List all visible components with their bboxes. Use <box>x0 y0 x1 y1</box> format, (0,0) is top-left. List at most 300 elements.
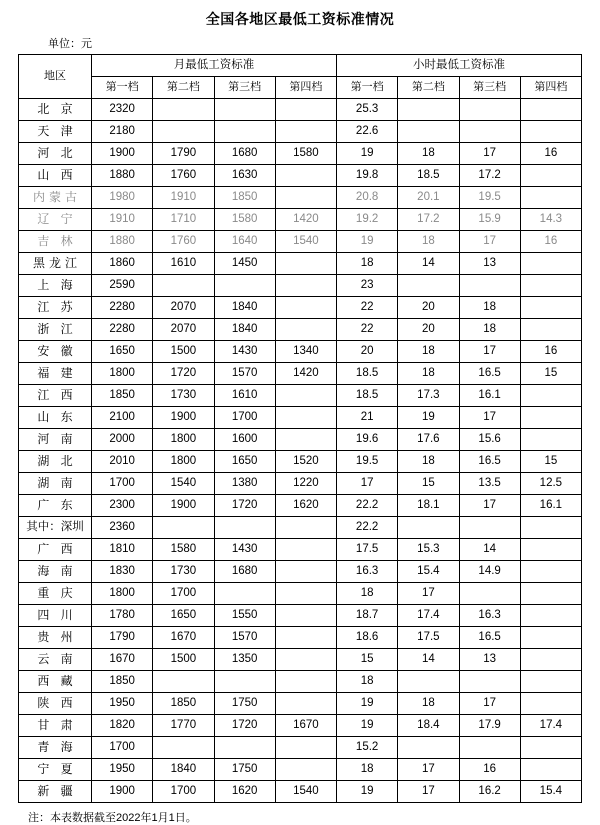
monthly-wage-cell: 1450 <box>214 253 275 275</box>
hourly-wage-cell: 17 <box>459 693 520 715</box>
monthly-wage-cell: 1700 <box>92 737 153 759</box>
hourly-wage-cell: 13 <box>459 253 520 275</box>
hourly-wage-cell: 16.3 <box>337 561 398 583</box>
table-row <box>19 671 582 693</box>
monthly-wage-cell: 1550 <box>214 605 275 627</box>
monthly-wage-cell: 1820 <box>92 715 153 737</box>
region-cell: 吉 林 <box>19 231 92 253</box>
hourly-wage-cell: 17 <box>459 341 520 363</box>
hourly-wage-cell: 16 <box>520 143 581 165</box>
hourly-wage-cell: 19 <box>337 143 398 165</box>
page-title: 全国各地区最低工资标准情况 <box>205 11 395 27</box>
monthly-wage-cell: 1650 <box>214 451 275 473</box>
hourly-wage-cell <box>398 121 459 143</box>
hourly-wage-cell: 14 <box>398 253 459 275</box>
region-cell: 山 东 <box>19 407 92 429</box>
hourly-wage-cell: 15 <box>337 649 398 671</box>
monthly-wage-cell: 1650 <box>153 605 214 627</box>
header-hourly-tier-3: 第三档 <box>459 77 520 99</box>
monthly-wage-cell: 1580 <box>153 539 214 561</box>
hourly-wage-cell <box>459 99 520 121</box>
monthly-wage-cell: 1780 <box>92 605 153 627</box>
monthly-wage-cell: 1680 <box>214 143 275 165</box>
hourly-wage-cell: 16.5 <box>459 627 520 649</box>
monthly-wage-cell: 1750 <box>214 759 275 781</box>
hourly-wage-cell <box>398 737 459 759</box>
monthly-wage-cell: 1540 <box>275 781 336 803</box>
monthly-wage-cell: 1700 <box>153 583 214 605</box>
monthly-wage-cell <box>153 737 214 759</box>
monthly-wage-cell: 1430 <box>214 341 275 363</box>
hourly-wage-cell: 16 <box>459 759 520 781</box>
hourly-wage-cell <box>520 517 581 539</box>
hourly-wage-cell: 15.9 <box>459 209 520 231</box>
hourly-wage-cell: 19.8 <box>337 165 398 187</box>
region-cell: 湖 北 <box>19 451 92 473</box>
hourly-wage-cell: 17.4 <box>520 715 581 737</box>
hourly-wage-cell: 18.5 <box>337 363 398 385</box>
region-cell: 福 建 <box>19 363 92 385</box>
monthly-wage-cell: 2100 <box>92 407 153 429</box>
hourly-wage-cell <box>520 539 581 561</box>
hourly-wage-cell: 16.5 <box>459 363 520 385</box>
hourly-wage-cell: 17 <box>459 231 520 253</box>
hourly-wage-cell: 16.1 <box>520 495 581 517</box>
hourly-wage-cell: 19.5 <box>337 451 398 473</box>
table-note: 注：本表数据截至2022年1月1日。 <box>28 812 197 824</box>
header-group-hourly: 小时最低工资标准 <box>337 55 582 77</box>
hourly-wage-cell: 19 <box>398 407 459 429</box>
hourly-wage-cell <box>520 407 581 429</box>
monthly-wage-cell: 1700 <box>214 407 275 429</box>
monthly-wage-cell <box>275 605 336 627</box>
table-row <box>19 319 582 341</box>
hourly-wage-cell: 12.5 <box>520 473 581 495</box>
monthly-wage-cell: 1850 <box>92 385 153 407</box>
monthly-wage-cell: 1800 <box>92 363 153 385</box>
monthly-wage-cell: 1850 <box>92 671 153 693</box>
table-row <box>19 231 582 253</box>
monthly-wage-cell <box>214 121 275 143</box>
monthly-wage-cell: 1810 <box>92 539 153 561</box>
hourly-wage-cell <box>520 759 581 781</box>
hourly-wage-cell <box>398 671 459 693</box>
hourly-wage-cell: 15 <box>398 473 459 495</box>
hourly-wage-cell: 20.1 <box>398 187 459 209</box>
monthly-wage-cell: 1420 <box>275 363 336 385</box>
table-row <box>19 429 582 451</box>
table-row <box>19 121 582 143</box>
table-row <box>19 407 582 429</box>
hourly-wage-cell <box>398 99 459 121</box>
monthly-wage-cell: 2300 <box>92 495 153 517</box>
hourly-wage-cell: 15 <box>520 451 581 473</box>
hourly-wage-cell <box>520 275 581 297</box>
monthly-wage-cell <box>275 319 336 341</box>
monthly-wage-cell <box>153 121 214 143</box>
monthly-wage-cell: 1900 <box>153 495 214 517</box>
hourly-wage-cell <box>520 253 581 275</box>
hourly-wage-cell <box>398 275 459 297</box>
region-cell: 重 庆 <box>19 583 92 605</box>
hourly-wage-cell: 19 <box>337 231 398 253</box>
monthly-wage-cell: 1760 <box>153 231 214 253</box>
table-row <box>19 165 582 187</box>
monthly-wage-cell <box>214 275 275 297</box>
hourly-wage-cell: 14 <box>398 649 459 671</box>
hourly-wage-cell: 16.5 <box>459 451 520 473</box>
hourly-wage-cell: 17.2 <box>398 209 459 231</box>
table-row <box>19 363 582 385</box>
monthly-wage-cell: 2010 <box>92 451 153 473</box>
monthly-wage-cell: 1720 <box>153 363 214 385</box>
document-page <box>0 9 600 824</box>
monthly-wage-cell: 1580 <box>214 209 275 231</box>
monthly-wage-cell <box>275 583 336 605</box>
hourly-wage-cell: 25.3 <box>337 99 398 121</box>
region-cell: 江 西 <box>19 385 92 407</box>
monthly-wage-cell: 1750 <box>214 693 275 715</box>
table-row <box>19 781 582 803</box>
hourly-wage-cell <box>520 561 581 583</box>
table-row <box>19 297 582 319</box>
monthly-wage-cell <box>275 517 336 539</box>
region-cell: 陕 西 <box>19 693 92 715</box>
monthly-wage-cell: 1520 <box>275 451 336 473</box>
hourly-wage-cell: 19 <box>337 715 398 737</box>
hourly-wage-cell: 18 <box>337 671 398 693</box>
monthly-wage-cell: 1570 <box>214 627 275 649</box>
hourly-wage-cell: 18 <box>459 319 520 341</box>
hourly-wage-cell: 22.6 <box>337 121 398 143</box>
region-cell: 河 南 <box>19 429 92 451</box>
monthly-wage-cell: 1570 <box>214 363 275 385</box>
hourly-wage-cell: 17.2 <box>459 165 520 187</box>
table-body <box>19 99 582 803</box>
monthly-wage-cell: 1610 <box>214 385 275 407</box>
hourly-wage-cell: 14 <box>459 539 520 561</box>
hourly-wage-cell: 15.2 <box>337 737 398 759</box>
table-row <box>19 715 582 737</box>
region-cell: 新 疆 <box>19 781 92 803</box>
hourly-wage-cell: 22.2 <box>337 517 398 539</box>
region-cell: 广 西 <box>19 539 92 561</box>
monthly-wage-cell: 1670 <box>275 715 336 737</box>
hourly-wage-cell: 22 <box>337 319 398 341</box>
monthly-wage-cell: 1800 <box>153 429 214 451</box>
hourly-wage-cell: 18 <box>337 583 398 605</box>
monthly-wage-cell: 1800 <box>153 451 214 473</box>
header-row-groups <box>19 55 582 77</box>
monthly-wage-cell: 1620 <box>214 781 275 803</box>
hourly-wage-cell <box>459 671 520 693</box>
monthly-wage-cell <box>275 385 336 407</box>
monthly-wage-cell: 1700 <box>92 473 153 495</box>
hourly-wage-cell <box>520 693 581 715</box>
monthly-wage-cell: 1840 <box>214 319 275 341</box>
hourly-wage-cell <box>520 99 581 121</box>
hourly-wage-cell <box>520 649 581 671</box>
hourly-wage-cell: 23 <box>337 275 398 297</box>
hourly-wage-cell: 20 <box>337 341 398 363</box>
monthly-wage-cell: 2590 <box>92 275 153 297</box>
header-monthly-tier-1: 第一档 <box>92 77 153 99</box>
monthly-wage-cell <box>275 671 336 693</box>
hourly-wage-cell: 13.5 <box>459 473 520 495</box>
monthly-wage-cell: 2070 <box>153 319 214 341</box>
table-row <box>19 495 582 517</box>
hourly-wage-cell: 14.3 <box>520 209 581 231</box>
monthly-wage-cell: 2180 <box>92 121 153 143</box>
monthly-wage-cell: 1670 <box>153 627 214 649</box>
table-row <box>19 451 582 473</box>
monthly-wage-cell <box>275 187 336 209</box>
hourly-wage-cell: 17.4 <box>398 605 459 627</box>
monthly-wage-cell: 1840 <box>214 297 275 319</box>
monthly-wage-cell: 1620 <box>275 495 336 517</box>
monthly-wage-cell: 2000 <box>92 429 153 451</box>
table-row <box>19 517 582 539</box>
monthly-wage-cell: 1380 <box>214 473 275 495</box>
header-monthly-tier-4: 第四档 <box>275 77 336 99</box>
monthly-wage-cell: 1700 <box>153 781 214 803</box>
region-cell: 云 南 <box>19 649 92 671</box>
hourly-wage-cell <box>520 319 581 341</box>
header-monthly-tier-2: 第二档 <box>153 77 214 99</box>
hourly-wage-cell: 18 <box>398 451 459 473</box>
hourly-wage-cell: 19 <box>337 781 398 803</box>
hourly-wage-cell: 16 <box>520 231 581 253</box>
monthly-wage-cell: 1540 <box>153 473 214 495</box>
hourly-wage-cell: 18 <box>398 363 459 385</box>
hourly-wage-cell: 16.1 <box>459 385 520 407</box>
monthly-wage-cell: 1790 <box>153 143 214 165</box>
monthly-wage-cell: 1900 <box>92 781 153 803</box>
monthly-wage-cell <box>275 649 336 671</box>
monthly-wage-cell <box>153 99 214 121</box>
monthly-wage-cell: 2320 <box>92 99 153 121</box>
hourly-wage-cell: 15.4 <box>520 781 581 803</box>
hourly-wage-cell <box>459 583 520 605</box>
monthly-wage-cell: 1900 <box>92 143 153 165</box>
monthly-wage-cell: 1850 <box>214 187 275 209</box>
table-row <box>19 605 582 627</box>
monthly-wage-cell: 1350 <box>214 649 275 671</box>
hourly-wage-cell <box>459 121 520 143</box>
region-cell: 天 津 <box>19 121 92 143</box>
monthly-wage-cell: 1710 <box>153 209 214 231</box>
header-group-monthly: 月最低工资标准 <box>92 55 337 77</box>
region-cell: 湖 南 <box>19 473 92 495</box>
table-row <box>19 187 582 209</box>
hourly-wage-cell: 18.1 <box>398 495 459 517</box>
hourly-wage-cell: 18.6 <box>337 627 398 649</box>
minimum-wage-table <box>18 54 582 803</box>
monthly-wage-cell: 1770 <box>153 715 214 737</box>
monthly-wage-cell <box>275 693 336 715</box>
monthly-wage-cell <box>214 517 275 539</box>
monthly-wage-cell: 1900 <box>153 407 214 429</box>
hourly-wage-cell: 16.3 <box>459 605 520 627</box>
hourly-wage-cell <box>520 671 581 693</box>
monthly-wage-cell <box>275 627 336 649</box>
header-hourly-tier-1: 第一档 <box>337 77 398 99</box>
region-cell: 海 南 <box>19 561 92 583</box>
hourly-wage-cell: 13 <box>459 649 520 671</box>
hourly-wage-cell: 17 <box>337 473 398 495</box>
hourly-wage-cell <box>520 605 581 627</box>
hourly-wage-cell: 19.5 <box>459 187 520 209</box>
monthly-wage-cell: 1720 <box>214 715 275 737</box>
hourly-wage-cell: 15.4 <box>398 561 459 583</box>
monthly-wage-cell: 1670 <box>92 649 153 671</box>
hourly-wage-cell: 17 <box>459 407 520 429</box>
monthly-wage-cell <box>214 737 275 759</box>
hourly-wage-cell: 20.8 <box>337 187 398 209</box>
monthly-wage-cell <box>275 165 336 187</box>
monthly-wage-cell <box>275 253 336 275</box>
region-cell: 甘 肃 <box>19 715 92 737</box>
hourly-wage-cell: 17 <box>398 583 459 605</box>
hourly-wage-cell: 18.5 <box>398 165 459 187</box>
monthly-wage-cell <box>153 671 214 693</box>
monthly-wage-cell: 1910 <box>153 187 214 209</box>
hourly-wage-cell: 14.9 <box>459 561 520 583</box>
hourly-wage-cell: 18 <box>398 231 459 253</box>
hourly-wage-cell: 17 <box>459 495 520 517</box>
hourly-wage-cell: 17.6 <box>398 429 459 451</box>
hourly-wage-cell: 18 <box>398 341 459 363</box>
monthly-wage-cell: 1630 <box>214 165 275 187</box>
monthly-wage-cell: 1720 <box>214 495 275 517</box>
region-cell: 北 京 <box>19 99 92 121</box>
region-cell: 广 东 <box>19 495 92 517</box>
monthly-wage-cell: 1680 <box>214 561 275 583</box>
hourly-wage-cell: 17.5 <box>337 539 398 561</box>
region-cell: 辽 宁 <box>19 209 92 231</box>
monthly-wage-cell: 1830 <box>92 561 153 583</box>
monthly-wage-cell: 1540 <box>275 231 336 253</box>
region-cell: 西 藏 <box>19 671 92 693</box>
hourly-wage-cell: 22.2 <box>337 495 398 517</box>
hourly-wage-cell: 18 <box>337 253 398 275</box>
hourly-wage-cell: 17 <box>398 759 459 781</box>
hourly-wage-cell <box>459 737 520 759</box>
monthly-wage-cell: 1650 <box>92 341 153 363</box>
monthly-wage-cell: 1860 <box>92 253 153 275</box>
monthly-wage-cell: 1950 <box>92 759 153 781</box>
monthly-wage-cell: 1910 <box>92 209 153 231</box>
hourly-wage-cell <box>398 517 459 539</box>
hourly-wage-cell <box>520 121 581 143</box>
region-cell: 黑龙江 <box>19 253 92 275</box>
region-cell: 青 海 <box>19 737 92 759</box>
hourly-wage-cell <box>520 737 581 759</box>
hourly-wage-cell: 20 <box>398 297 459 319</box>
monthly-wage-cell: 1430 <box>214 539 275 561</box>
hourly-wage-cell: 18.5 <box>337 385 398 407</box>
table-row <box>19 253 582 275</box>
region-cell: 其中：深圳 <box>19 517 92 539</box>
region-cell: 安 徽 <box>19 341 92 363</box>
table-row <box>19 583 582 605</box>
monthly-wage-cell: 2280 <box>92 319 153 341</box>
table-row <box>19 99 582 121</box>
hourly-wage-cell <box>520 187 581 209</box>
monthly-wage-cell <box>275 737 336 759</box>
monthly-wage-cell: 1850 <box>153 693 214 715</box>
monthly-wage-cell <box>275 275 336 297</box>
monthly-wage-cell: 1980 <box>92 187 153 209</box>
table-row <box>19 209 582 231</box>
region-cell: 浙 江 <box>19 319 92 341</box>
monthly-wage-cell <box>214 671 275 693</box>
monthly-wage-cell: 2360 <box>92 517 153 539</box>
monthly-wage-cell <box>153 517 214 539</box>
monthly-wage-cell: 1340 <box>275 341 336 363</box>
monthly-wage-cell: 1500 <box>153 649 214 671</box>
hourly-wage-cell: 18 <box>398 143 459 165</box>
monthly-wage-cell: 1730 <box>153 385 214 407</box>
monthly-wage-cell <box>275 99 336 121</box>
hourly-wage-cell: 17 <box>459 143 520 165</box>
hourly-wage-cell: 19 <box>337 693 398 715</box>
monthly-wage-cell <box>275 539 336 561</box>
region-cell: 山 西 <box>19 165 92 187</box>
monthly-wage-cell <box>275 297 336 319</box>
hourly-wage-cell <box>520 583 581 605</box>
hourly-wage-cell <box>520 429 581 451</box>
header-region: 地区 <box>19 55 92 99</box>
region-cell: 四 川 <box>19 605 92 627</box>
hourly-wage-cell: 18.4 <box>398 715 459 737</box>
monthly-wage-cell: 1610 <box>153 253 214 275</box>
hourly-wage-cell: 18 <box>398 693 459 715</box>
hourly-wage-cell: 15 <box>520 363 581 385</box>
hourly-wage-cell <box>520 297 581 319</box>
monthly-wage-cell <box>275 759 336 781</box>
monthly-wage-cell: 1500 <box>153 341 214 363</box>
table-row <box>19 385 582 407</box>
table-row <box>19 561 582 583</box>
hourly-wage-cell: 18 <box>337 759 398 781</box>
table-header <box>19 55 582 99</box>
hourly-wage-cell: 17.9 <box>459 715 520 737</box>
monthly-wage-cell <box>275 561 336 583</box>
hourly-wage-cell <box>520 627 581 649</box>
header-row-tiers <box>19 77 582 99</box>
header-hourly-tier-4: 第四档 <box>520 77 581 99</box>
region-cell: 内蒙古 <box>19 187 92 209</box>
monthly-wage-cell: 1880 <box>92 231 153 253</box>
hourly-wage-cell: 15.3 <box>398 539 459 561</box>
region-cell: 江 苏 <box>19 297 92 319</box>
unit-label: 单位：元 <box>48 38 92 50</box>
hourly-wage-cell: 19.2 <box>337 209 398 231</box>
hourly-wage-cell <box>459 275 520 297</box>
hourly-wage-cell: 17 <box>398 781 459 803</box>
hourly-wage-cell: 19.6 <box>337 429 398 451</box>
table-row <box>19 693 582 715</box>
monthly-wage-cell: 1580 <box>275 143 336 165</box>
monthly-wage-cell <box>275 407 336 429</box>
table-row <box>19 539 582 561</box>
monthly-wage-cell <box>214 99 275 121</box>
monthly-wage-cell <box>214 583 275 605</box>
header-monthly-tier-3: 第三档 <box>214 77 275 99</box>
monthly-wage-cell: 1730 <box>153 561 214 583</box>
monthly-wage-cell: 1600 <box>214 429 275 451</box>
